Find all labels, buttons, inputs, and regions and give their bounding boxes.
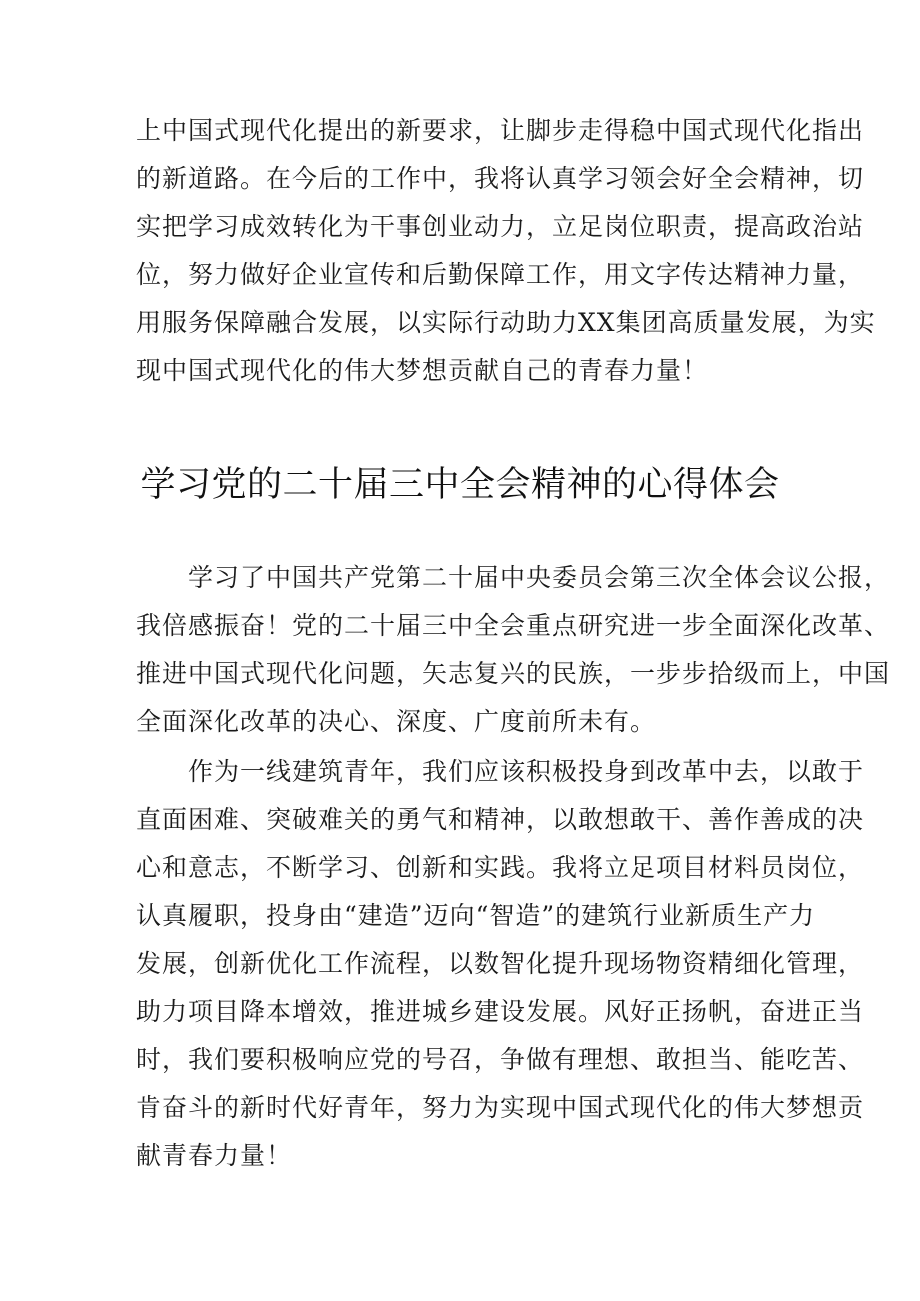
text-line: 认真履职，投身由“建造”迈向“智造”的建筑行业新质生产力 xyxy=(136,901,816,930)
text-line: 上中国式现代化提出的新要求，让脚步走得稳中国式现代化指出 xyxy=(136,116,865,145)
text-line: 用服务保障融合发展，以实际行动助力XX集团高质量发展，为实 xyxy=(136,308,876,337)
text-line: 发展，创新优化工作流程，以数智化提升现场物资精细化管理， xyxy=(136,949,865,978)
text-line: 献青春力量！ xyxy=(136,1141,293,1170)
text-line: 肯奋斗的新时代好青年，努力为实现中国式现代化的伟大梦想贡 xyxy=(136,1093,865,1122)
text-line: 时，我们要积极响应党的号召，争做有理想、敢担当、能吃苦、 xyxy=(136,1045,865,1074)
text-line: 全面深化改革的决心、深度、广度前所未有。 xyxy=(136,707,657,736)
text-line: 我倍感振奋！党的二十届三中全会重点研究进一步全面深化改革、 xyxy=(136,611,891,640)
text-line: 的新道路。在今后的工作中，我将认真学习领会好全会精神，切 xyxy=(136,164,865,193)
text-line: 位，努力做好企业宣传和后勤保障工作，用文字传达精神力量， xyxy=(136,260,865,289)
paragraph-2 xyxy=(136,748,865,1180)
text-line: 实把学习成效转化为干事创业动力，立足岗位职责，提高政治站 xyxy=(136,212,865,241)
paragraph-1 xyxy=(136,554,891,746)
text-line: 助力项目降本增效，推进城乡建设发展。风好正扬帆，奋进正当 xyxy=(136,997,865,1026)
document-title: 学习党的二十届三中全会精神的心得体会 xyxy=(140,465,780,505)
intro-paragraph xyxy=(136,107,876,395)
text-line: 心和意志，不断学习、创新和实践。我将立足项目材料员岗位， xyxy=(136,853,865,882)
text-line: 现中国式现代化的伟大梦想贡献自己的青春力量！ xyxy=(136,356,709,385)
text-line: 直面困难、突破难关的勇气和精神，以敢想敢干、善作善成的决 xyxy=(136,805,865,834)
text-line: 推进中国式现代化问题，矢志复兴的民族，一步步拾级而上，中国 xyxy=(136,659,891,688)
text-line: 学习了中国共产党第二十届中央委员会第三次全体会议公报， xyxy=(136,563,891,592)
text-line: 作为一线建筑青年，我们应该积极投身到改革中去，以敢于 xyxy=(136,757,865,786)
